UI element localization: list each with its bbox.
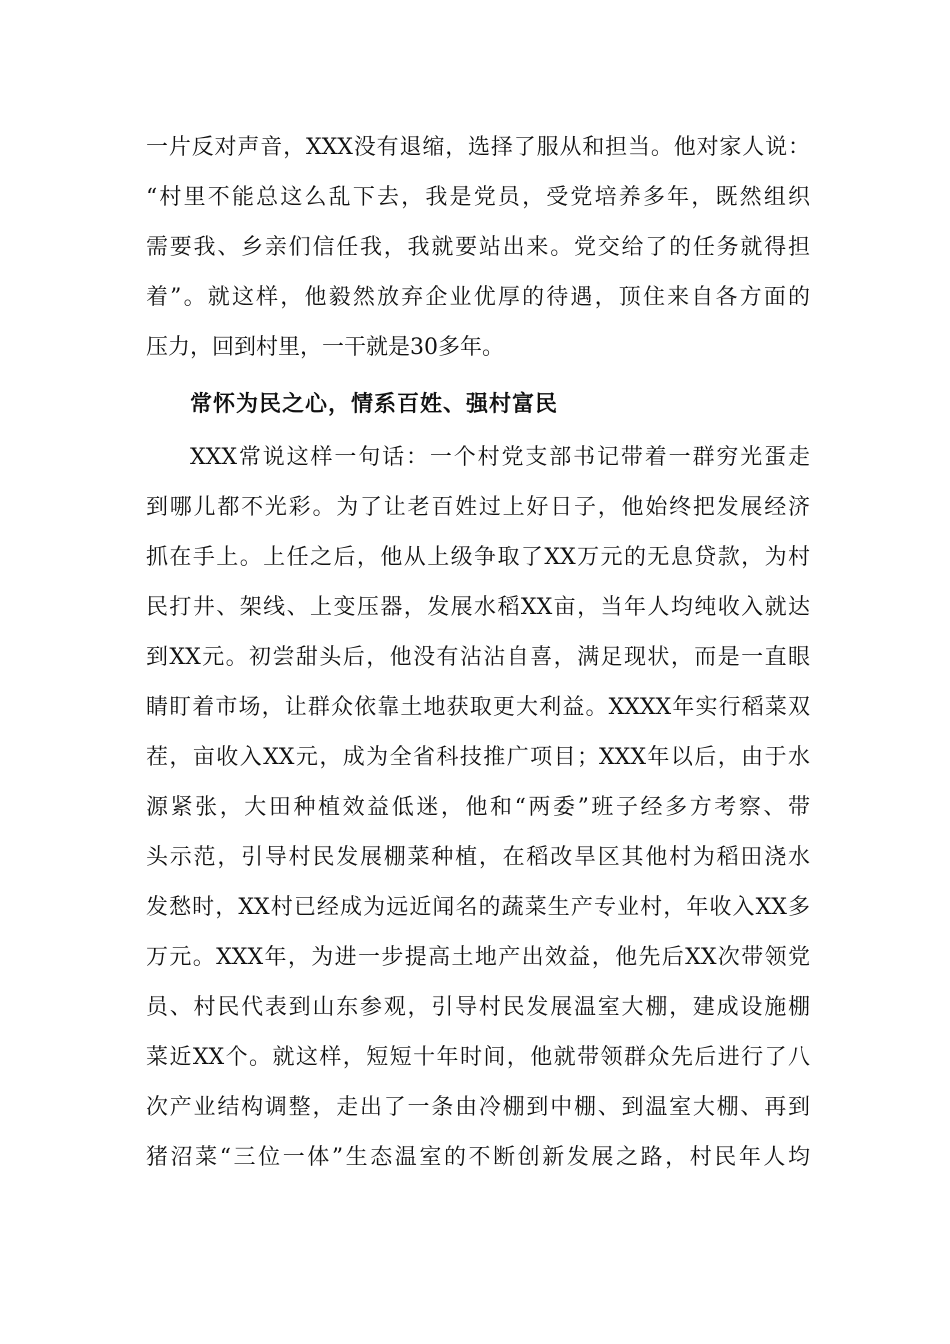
paragraph2-line-13: 菜近XX个。就这样，短短十年时间，他就带领群众先后进行了八: [146, 1045, 810, 1070]
paragraph2-line-12: 员、村民代表到山东参观，引导村民发展温室大棚，建成设施棚: [146, 995, 810, 1020]
paragraph2-line-10: 发愁时，XX村已经成为远近闻名的蔬菜生产专业村，年收入XX多: [146, 895, 810, 920]
paragraph1-line-2: “村里不能总这么乱下去，我是党员，受党培养多年，既然组织: [146, 185, 810, 210]
paragraph2-line-6: 睛盯着市场，让群众依靠土地获取更大利益。XXXX年实行稻菜双: [146, 695, 810, 720]
paragraph2-line-11: 万元。XXX年，为进一步提高土地产出效益，他先后XX次带领党: [146, 945, 810, 970]
paragraph2-line-8: 源紧张，大田种植效益低迷，他和“两委”班子经多方考察、带: [146, 795, 810, 820]
paragraph2-line-2: 到哪儿都不光彩。为了让老百姓过上好日子，他始终把发展经济: [146, 495, 810, 520]
paragraph2-line-9: 头示范，引导村民发展棚菜种植，在稻改旱区其他村为稻田浇水: [146, 845, 810, 870]
paragraph1-line-3: 需要我、乡亲们信任我，我就要站出来。党交给了的任务就得担: [146, 235, 810, 260]
paragraph2-line-1: XXX常说这样一句话：一个村党支部书记带着一群穷光蛋走: [190, 445, 810, 470]
paragraph1-line-5: 压力，回到村里，一干就是30多年。: [146, 335, 504, 360]
paragraph2-line-7: 茬，亩收入XX元，成为全省科技推广项目；XXX年以后，由于水: [146, 745, 810, 770]
paragraph2-line-4: 民打井、架线、上变压器，发展水稻XX亩，当年人均纯收入就达: [146, 595, 810, 620]
paragraph2-line-15: 猪沼菜“三位一体”生态温室的不断创新发展之路，村民年人均: [146, 1145, 810, 1170]
paragraph2-line-14: 次产业结构调整，走出了一条由冷棚到中棚、到温室大棚、再到: [146, 1095, 810, 1120]
paragraph1-line-1: 一片反对声音，XXX没有退缩，选择了服从和担当。他对家人说：: [146, 135, 810, 160]
paragraph2-line-5: 到XX元。初尝甜头后，他没有沾沾自喜，满足现状，而是一直眼: [146, 645, 810, 670]
section-heading: 常怀为民之心，情系百姓、强村富民: [190, 392, 559, 417]
paragraph1-line-4: 着”。就这样，他毅然放弃企业优厚的待遇，顶住来自各方面的: [146, 285, 810, 310]
paragraph2-line-3: 抓在手上。上任之后，他从上级争取了XX万元的无息贷款，为村: [146, 545, 810, 570]
